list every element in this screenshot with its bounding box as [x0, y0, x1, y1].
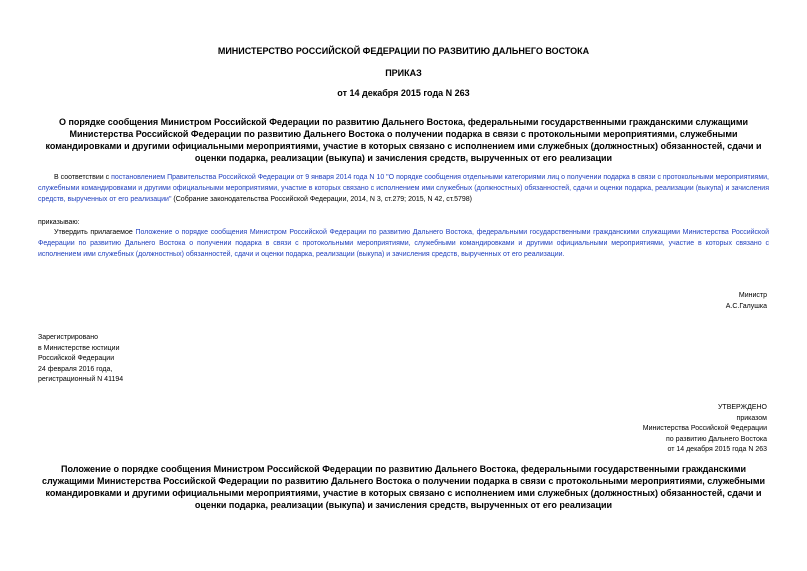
- approval-line-3: Министерства Российской Федерации: [642, 425, 767, 432]
- order-word: приказываю:: [38, 219, 80, 226]
- government-decree-link[interactable]: постановлением Правительства Российской Федерации от 9 января 2014 года N 10 "О порядке сообщения отдельными категориями лиц о получении подарка в связи с протокольными мероприятиями, служебными командировками и другими официальными мероприятиями, участие в которых связано с исполнением ими служебных (должностных) обязанностей, сдачи и оценки подарка, реализации (выкупа) и зачисления средств, вырученных от его реализации": [38, 174, 770, 203]
- approval-line-2: приказом: [736, 414, 767, 422]
- signature-name: А.С.Галушка: [725, 302, 767, 310]
- registration-line-4: 24 февраля 2016 года,: [38, 365, 113, 373]
- signature-position: Министр: [738, 292, 767, 299]
- registration-line-3: Российской Федерации: [38, 355, 115, 362]
- order-prefix: Утвердить прилагаемое: [54, 229, 136, 236]
- preamble-suffix: (Собрание законодательства Российской Федерации, 2014, N 3, ст.279; 2015, N 42, ст.5798): [171, 196, 472, 203]
- registration-line-5: регистрационный N 41194: [38, 376, 124, 383]
- approval-line-1: УТВЕРЖДЕНО: [717, 404, 767, 411]
- ministry-heading: МИНИСТЕРСТВО РОССИЙСКОЙ ФЕДЕРАЦИИ ПО РАЗВИТИЮ ДАЛЬНЕГО ВОСТОКА: [217, 46, 590, 56]
- preamble-prefix: В соответствии с: [54, 174, 112, 181]
- approval-line-4: по развитию Дальнего Востока: [665, 435, 767, 443]
- preamble-paragraph: [38, 172, 769, 205]
- approval-block: [560, 403, 767, 456]
- approval-line-5: от 14 декабря 2015 года N 263: [667, 446, 767, 453]
- annex-title: Положение о порядке сообщения Министром Российской Федерации по развитию Дальнего Востока, федеральными государственными гражданскими служащими Министерства Российской Федерации по развитию Дальнего Востока о получении подарка в связи с протокольными мероприятиями, служебными командировками и другими официальными мероприятиями, участие в которых связано с исполнением ими служебных (должностных) обязанностей, сдачи и оценки подарка, реализации (выкупа) и зачисления средств, вырученных от его реализации: [41, 464, 766, 510]
- order-date: от 14 декабря 2015 года N 263: [337, 88, 470, 98]
- order-paragraph: [38, 227, 769, 260]
- regulation-link[interactable]: Положение о порядке сообщения Министром Российской Федерации по развитию Дальнего Востока, федеральными государственными гражданскими служащими Министерства Российской Федерации по развитию Дальнего Востока о получении подарка в связи с протокольными мероприятиями, служебными командировками и другими официальными мероприятиями, участие в которых связано с исполнением ими служебных (должностных) обязанностей, сдачи и оценки подарка, реализации (выкупа) и зачисления средств, вырученных от его реализации.: [38, 229, 770, 258]
- registration-block: [38, 333, 238, 386]
- registration-line-1: Зарегистрировано: [38, 334, 98, 341]
- order-title: О порядке сообщения Министром Российской Федерации по развитию Дальнего Востока, федеральными государственными гражданскими служащими Министерства Российской Федерации по развитию Дальнего Востока о получении подарка в связи с протокольными мероприятиями, служебными командировками и другими официальными мероприятиями, участие в которых связано с исполнением ими служебных (должностных) обязанностей, сдачи и оценки подарка, реализации (выкупа) и зачисления средств, вырученных от его реализации: [45, 117, 762, 163]
- doc-type-heading: ПРИКАЗ: [385, 68, 422, 78]
- registration-line-2: в Министерстве юстиции: [38, 344, 120, 352]
- signature-block: [600, 291, 767, 312]
